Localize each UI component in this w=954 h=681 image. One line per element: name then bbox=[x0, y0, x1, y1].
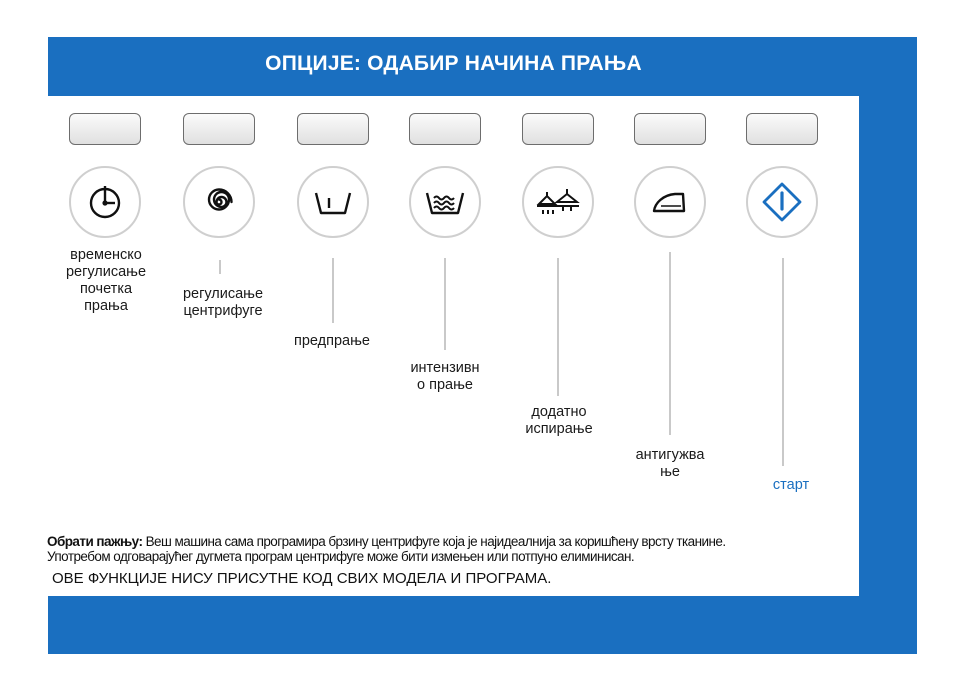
leader-line-rinse bbox=[557, 258, 559, 396]
label-extra-rinse bbox=[501, 404, 617, 438]
leader-line-prewash bbox=[332, 258, 334, 323]
leader-line-anti-crease bbox=[669, 252, 671, 435]
start-icon bbox=[759, 179, 805, 225]
extra-rinse-symbol[interactable] bbox=[522, 166, 594, 238]
label-delay-start bbox=[48, 247, 164, 315]
frame-bottom-band bbox=[48, 596, 917, 654]
label-prewash-text: предпрање bbox=[294, 333, 370, 349]
leader-line-start bbox=[782, 258, 784, 466]
label-intensive-wash bbox=[387, 360, 503, 394]
label-start bbox=[733, 477, 849, 494]
frame-right-band bbox=[859, 37, 917, 654]
label-prewash bbox=[274, 333, 390, 350]
prewash-symbol[interactable] bbox=[297, 166, 369, 238]
note-prefix: Обрати пажњу: bbox=[47, 534, 143, 549]
label-start-text: старт bbox=[772, 477, 810, 493]
leader-line-spin bbox=[219, 260, 221, 274]
start-symbol[interactable] bbox=[746, 166, 818, 238]
spiral-icon bbox=[199, 182, 239, 222]
button-start[interactable] bbox=[746, 113, 818, 145]
label-intensive-wash-text: интензивн о прање bbox=[410, 360, 480, 393]
button-extra-rinse[interactable] bbox=[522, 113, 594, 145]
tub-icon bbox=[311, 182, 355, 222]
note-text-1: Веш машина сама програмира брзину центрифуге која је најидеалнија за коришћену врсту тканине. bbox=[142, 534, 726, 549]
iron-icon bbox=[647, 182, 693, 222]
button-spin-control[interactable] bbox=[183, 113, 255, 145]
button-prewash[interactable] bbox=[297, 113, 369, 145]
shower-icon bbox=[533, 182, 583, 222]
anti-crease-symbol[interactable] bbox=[634, 166, 706, 238]
label-spin-control bbox=[165, 286, 281, 320]
note-line-2: Употребом одговарајућег дугмета програм центрифуге може бити измењен или потпуно елиминисан. bbox=[47, 549, 635, 564]
label-anti-crease-text: антигужва ње bbox=[635, 447, 705, 480]
label-spin-control-text: регулисање центрифуге bbox=[182, 286, 264, 319]
delay-start-symbol[interactable] bbox=[69, 166, 141, 238]
leader-line-intensive bbox=[444, 258, 446, 350]
label-delay-start-l1: временско регулисање почетка прања bbox=[65, 247, 147, 314]
clock-icon bbox=[85, 182, 125, 222]
button-intensive-wash[interactable] bbox=[409, 113, 481, 145]
button-delay-start[interactable] bbox=[69, 113, 141, 145]
spin-control-symbol[interactable] bbox=[183, 166, 255, 238]
intensive-wash-symbol[interactable] bbox=[409, 166, 481, 238]
page-title: ОПЦИЈЕ: ОДАБИР НАЧИНА ПРАЊА bbox=[265, 52, 642, 75]
label-anti-crease bbox=[612, 447, 728, 481]
tub-waves-icon bbox=[422, 182, 468, 222]
note-line-3: ОВЕ ФУНКЦИЈЕ НИСУ ПРИСУТНЕ КОД СВИХ МОДЕЛА И ПРОГРАМА. bbox=[52, 570, 552, 587]
button-anti-crease[interactable] bbox=[634, 113, 706, 145]
label-extra-rinse-text: додатно испирање bbox=[525, 404, 593, 437]
note-line-1 bbox=[47, 534, 857, 549]
